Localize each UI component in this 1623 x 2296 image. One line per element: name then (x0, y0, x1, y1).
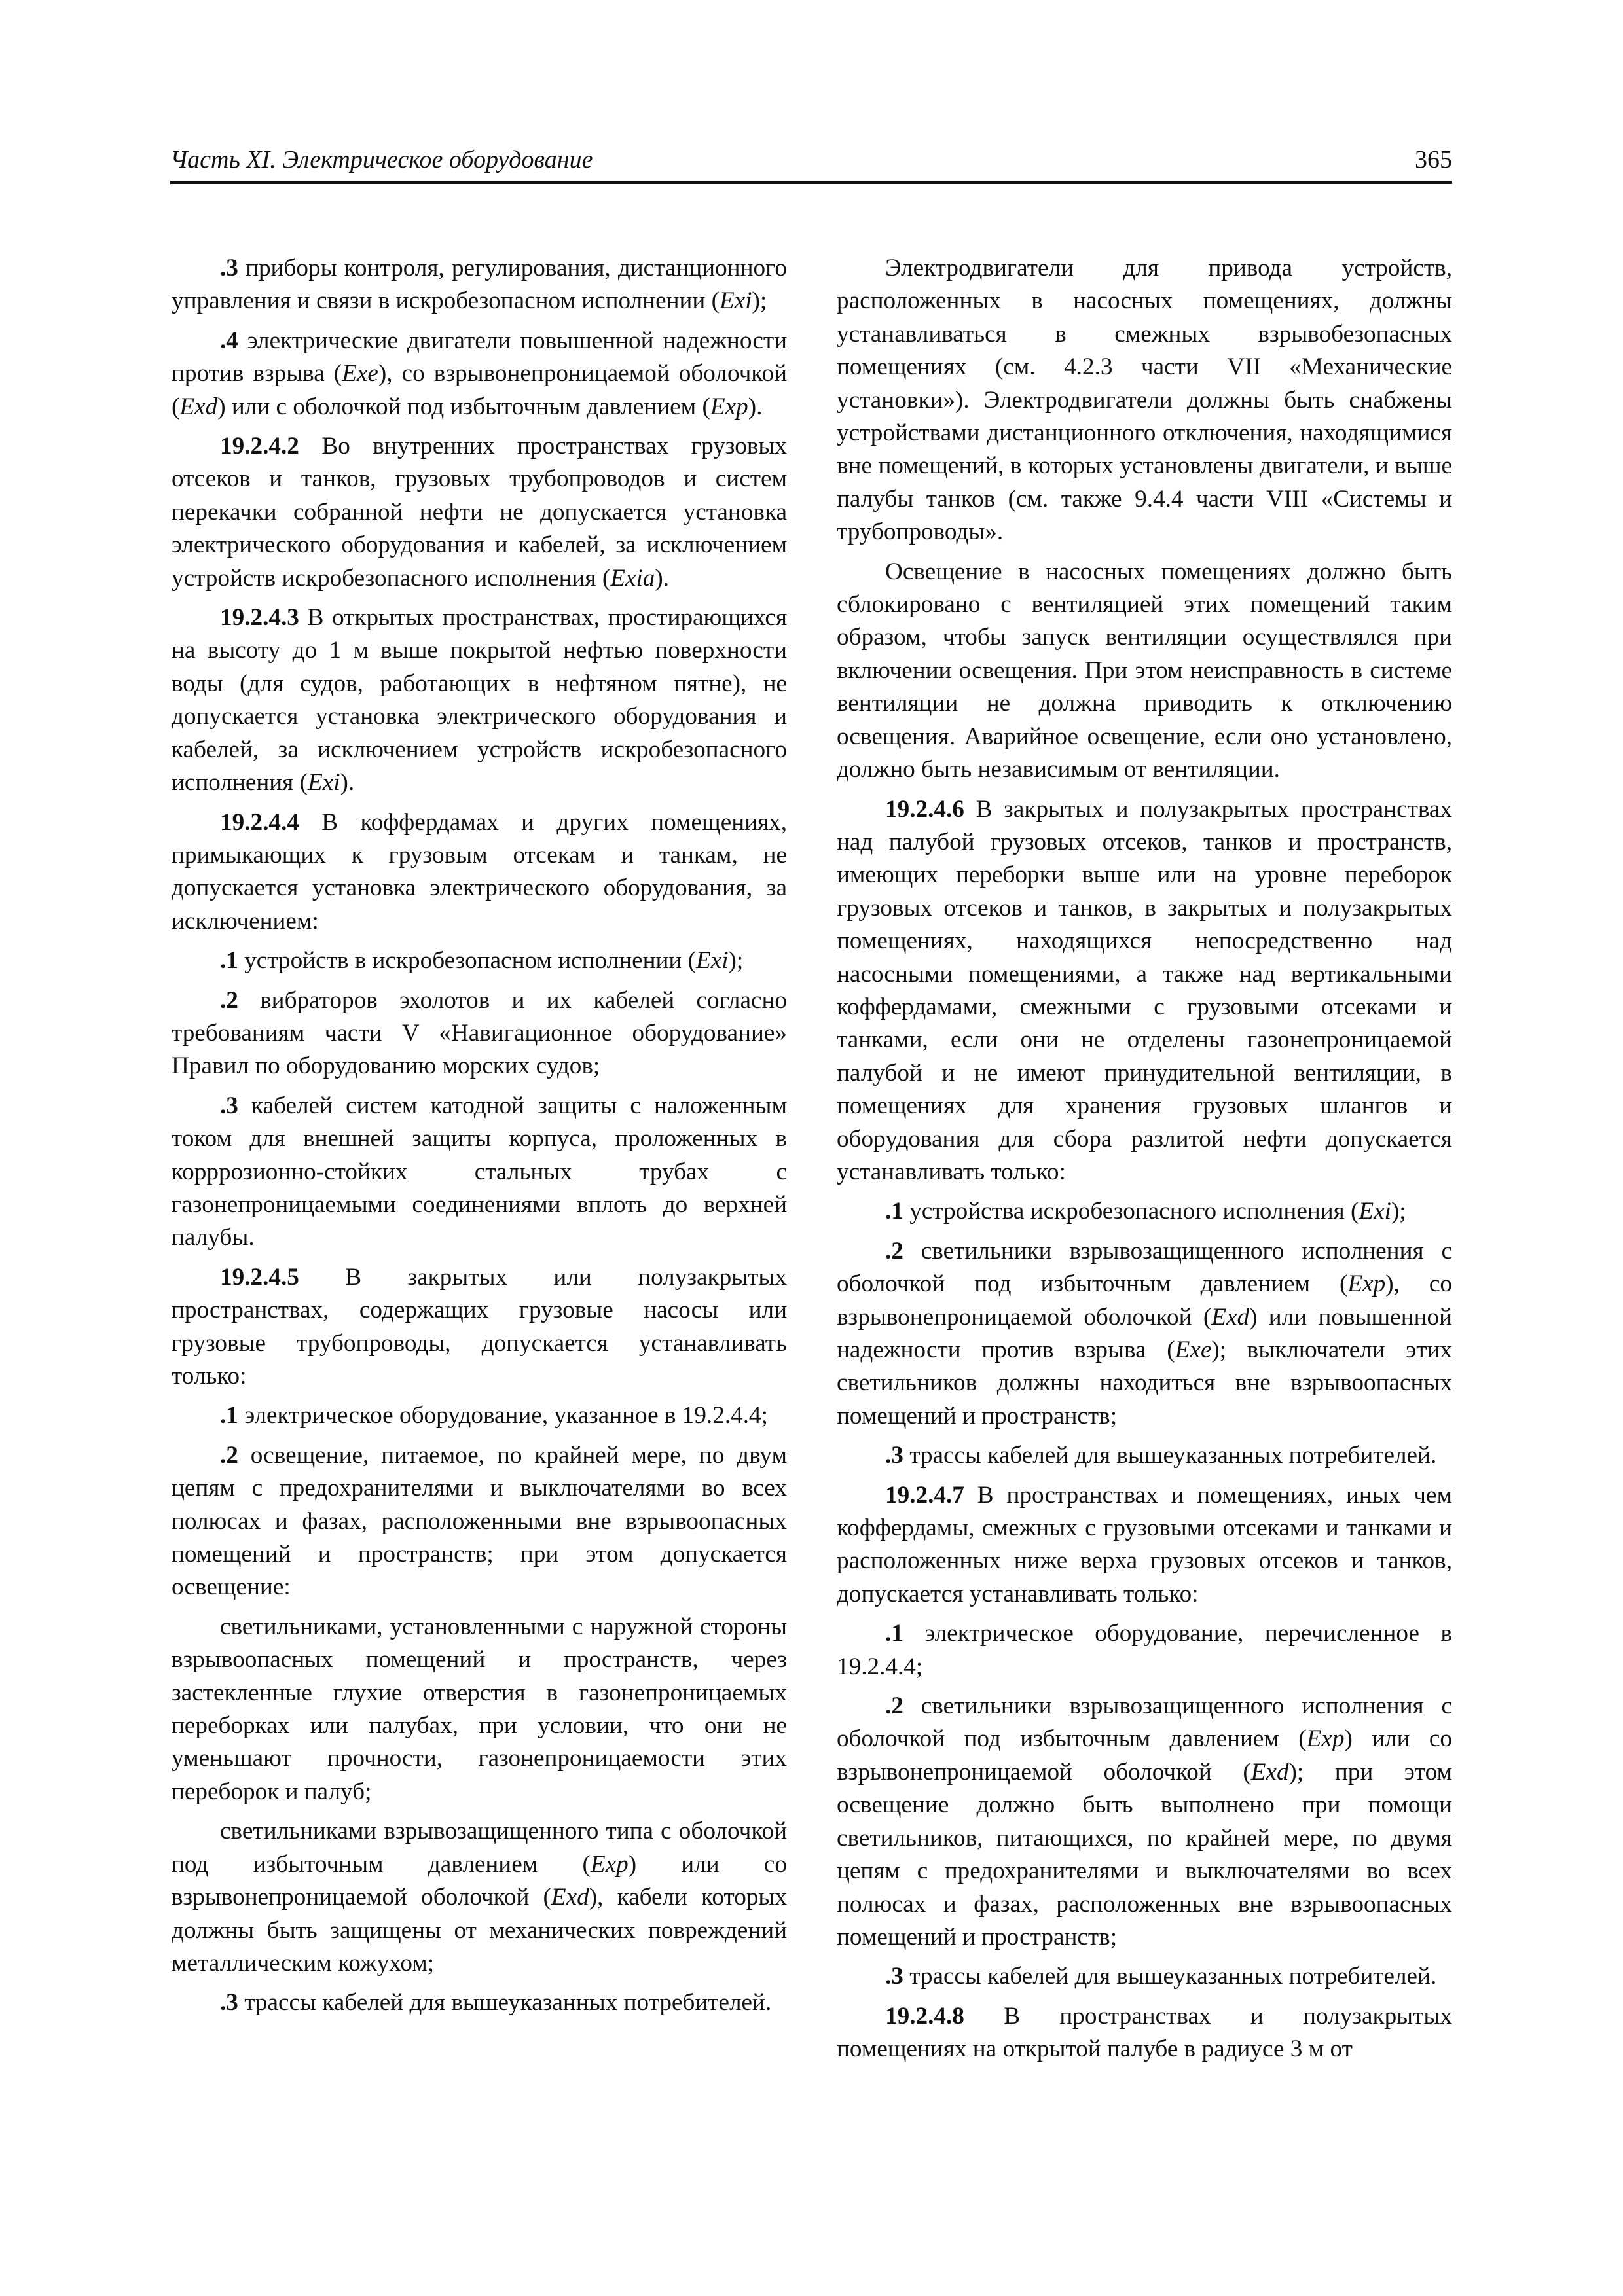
clause-number: .2 (885, 1693, 903, 1720)
clause-number: .4 (220, 327, 238, 354)
paragraph-text: ) или со взрывонепроницаемой оболочкой ( (837, 1725, 1452, 1785)
paragraph-text: светильниками взрывозащищенного типа с оболочкой под избыточным давлением ( (172, 1818, 787, 1878)
clause-number: .2 (220, 986, 238, 1014)
paragraph-text: ); при этом освещение должно быть выполнено при помощи светильников, питающихся, по крайней мере, по двумя цепям с предохранителями и выключателями во всех полюсах и фазах, расположенных вне взрывоопасных помещений и пространств; (837, 1758, 1452, 1950)
paragraph-text: ), кабели которых должны быть защищены от механических повреждений металлическим кожухом; (172, 1884, 787, 1977)
paragraph (172, 806, 787, 939)
paragraph-text: ) или со взрывонепроницаемой оболочкой ( (172, 1850, 788, 1911)
paragraph-text: светильники взрывозащищенного исполнения с оболочкой под избыточным давлением ( (837, 1693, 1452, 1753)
paragraph-text: ); (752, 287, 767, 315)
clause-number: .2 (220, 1441, 238, 1469)
paragraph (172, 601, 787, 799)
protection-code: Exd (1250, 1758, 1289, 1785)
protection-code: Exi (719, 287, 752, 315)
protection-code: Exi (1359, 1198, 1391, 1225)
clause-number: .2 (885, 1237, 903, 1265)
left-column (172, 252, 787, 2020)
paragraph-text: ); выключатели этих светильников должны находиться вне взрывоопасных помещений и пространств; (837, 1336, 1453, 1429)
clause-number: .1 (885, 1620, 903, 1647)
clause-number: .1 (220, 947, 238, 975)
paragraph (172, 1986, 787, 2019)
paragraph (837, 1439, 1452, 1472)
paragraph-text: электрическое оборудование, указанное в 19.2.4.4; (238, 1402, 768, 1429)
paragraph (837, 1479, 1452, 1611)
clause-number: .1 (885, 1198, 903, 1225)
paragraph (837, 1235, 1452, 1433)
clause-number: 19.2.4.4 (220, 808, 299, 836)
paragraph (172, 1815, 787, 1980)
paragraph (837, 1690, 1452, 1954)
clause-number: .3 (220, 1989, 238, 2017)
paragraph-text: освещение, питаемое, по крайней мере, по двум цепям с предохранителями и выключателями во всех полюсах и фазах, расположенными вне взрывоопасных помещений и пространств; при этом допускается освещение: (172, 1441, 787, 1601)
protection-code: Exia (610, 564, 655, 592)
running-header (170, 143, 1452, 184)
protection-code: Exp (1306, 1725, 1345, 1753)
protection-code: Exe (342, 360, 378, 387)
protection-code: Exp (1347, 1270, 1386, 1298)
paragraph-text: В закрытых и полузакрытых пространствах над палубой грузовых отсеков, танков и пространств, имеющих переборки выше или на уровне переборок грузовых отсеков и танков, в закрытых и полузакрытых помещениях, находящихся непосредственно над насосными помещениями, а также над вертикальными коффердамами, смежными с грузовыми отсеками и танками, если они не отделены газонепроницаемой палубой и не имеют принудительной вентиляции, в помещениях для хранения грузовых шлангов и оборудования для сбора разлитой нефти допускается устанавливать только: (837, 795, 1452, 1185)
clause-number: 19.2.4.7 (885, 1481, 964, 1509)
paragraph (837, 556, 1452, 787)
protection-code: Exd (179, 393, 218, 420)
clause-number: 19.2.4.3 (220, 604, 299, 632)
paragraph-text: вибраторов эхолотов и их кабелей согласно требованиям части V «Навигационное оборудование» Правил по оборудованию морских судов; (172, 986, 787, 1080)
protection-code: Exd (551, 1884, 589, 1911)
protection-code: Exe (1175, 1336, 1212, 1363)
clause-number: .3 (885, 1442, 903, 1469)
paragraph-text: В закрытых или полузакрытых пространствах, содержащих грузовые насосы или грузовые трубопроводы, допускается устанавливать только: (172, 1263, 787, 1390)
paragraph (172, 944, 787, 977)
paragraph (837, 1195, 1452, 1228)
paragraph (837, 1617, 1452, 1683)
protection-code: Exi (307, 769, 340, 797)
paragraph-text: электрическое оборудование, перечисленное в 19.2.4.4; (837, 1620, 1452, 1680)
paragraph-text: ) или повышенной надежности против взрыва ( (837, 1303, 1452, 1363)
paragraph-text: устройства искробезопасного исполнения ( (903, 1198, 1359, 1225)
clause-number: 19.2.4.5 (220, 1263, 299, 1291)
clause-number: .1 (220, 1402, 238, 1429)
protection-code: Exi (695, 947, 729, 975)
paragraph-text: ); (1391, 1198, 1406, 1225)
paragraph (172, 1261, 787, 1393)
chapter-title: Часть XI. Электрическое оборудование (170, 146, 593, 173)
paragraph (837, 252, 1452, 549)
clause-number: 19.2.4.8 (885, 2002, 964, 2030)
paragraph-text: ), со взрывонепроницаемой оболочкой ( (837, 1270, 1452, 1331)
paragraph-text: В коффердамах и других помещениях, примыкающих к грузовым отсекам и танкам, не допускается установка электрического оборудования, за исключением: (172, 808, 787, 935)
protection-code: Exp (710, 393, 748, 420)
paragraph-text: приборы контроля, регулирования, дистанционного управления и связи в искробезопасном исполнении ( (172, 255, 787, 315)
paragraph (172, 1439, 787, 1604)
paragraph-text: В пространствах и полузакрытых помещениях на открытой палубе в радиусе 3 м от (837, 2002, 1452, 2063)
paragraph-text: электрические двигатели повышенной надежности против взрыва ( (172, 327, 787, 387)
paragraph-text: трассы кабелей для вышеуказанных потребителей. (238, 1989, 772, 2017)
paragraph-text: В открытых пространствах, простирающихся на высоту до 1 м выше покрытой нефтью поверхности воды (для судов, работающих в нефтяном пятне), не допускается установка электрического оборудования и кабелей, за исключением устройств искробезопасного исполнения ( (172, 604, 787, 797)
paragraph (172, 984, 787, 1083)
paragraph-text: ), со взрывонепроницаемой оболочкой ( (172, 360, 787, 420)
paragraph-text: ); (728, 947, 744, 975)
paragraph-text: трассы кабелей для вышеуказанных потребителей. (903, 1442, 1437, 1469)
clause-number: .3 (220, 255, 238, 281)
paragraph (837, 793, 1452, 1189)
paragraph (837, 1960, 1452, 1993)
clause-number: 19.2.4.2 (220, 433, 299, 460)
paragraph (172, 325, 787, 423)
paragraph (172, 1090, 787, 1255)
paragraph-text: Во внутренних пространствах грузовых отсеков и танков, грузовых трубопроводов и систем перекачки собранной нефти не допускается установка электрического оборудования и кабелей, за исключением устройств искробезопасного исполнения ( (172, 433, 787, 592)
clause-number: .3 (885, 1963, 903, 1990)
paragraph-text: Электродвигатели для привода устройств, расположенных в насосных помещениях, должны устанавливаться в смежных взрывобезопасных помещениях (см. 4.2.3 части VII «Механические установки»). Электродвигатели должны быть снабжены устройствами дистанционного отключения, находящимися вне помещений, в которых установлены двигатели, и выше палубы танков (см. также 9.4.4 части VIII «Системы и трубопроводы». (837, 255, 1452, 546)
page-number: 365 (1415, 146, 1452, 173)
paragraph-text: В пространствах и помещениях, иных чем коффердамы, смежных с грузовыми отсеками и танками и расположенных ниже верха грузовых отсеков и танков, допускается устанавливать только: (837, 1481, 1452, 1607)
paragraph-text: ). (340, 769, 355, 797)
paragraph (172, 1399, 787, 1432)
clause-number: 19.2.4.6 (885, 795, 964, 823)
paragraph (837, 2000, 1452, 2066)
paragraph-text: кабелей систем катодной защиты с наложенным током для внешней защиты корпуса, проложенных в корррозионно-стойких стальных трубах с газонепроницаемыми соединениями вплоть до верхней палубы. (172, 1092, 787, 1251)
paragraph-text: устройств в искробезопасном исполнении ( (238, 947, 696, 975)
paragraph (172, 1611, 787, 1808)
right-column (837, 252, 1452, 2066)
paragraph-text: ). (655, 564, 670, 592)
paragraph-text: светильники взрывозащищенного исполнения с оболочкой под избыточным давлением ( (837, 1237, 1452, 1298)
protection-code: Exp (590, 1850, 629, 1878)
protection-code: Exd (1211, 1303, 1250, 1331)
clause-number: .3 (220, 1092, 238, 1119)
paragraph-text: ) или с оболочкой под избыточным давлением ( (217, 393, 710, 420)
paragraph-text: трассы кабелей для вышеуказанных потребителей. (903, 1963, 1437, 1990)
paragraph (172, 430, 787, 595)
paragraph-text: светильниками, установленными с наружной стороны взрывоопасных помещений и пространств, через застекленные глухие отверстия в газонепроницаемых переборках или палубах, при условии, что они не уменьшают прочности, газонепроницаемости этих переборок и палуб; (172, 1613, 787, 1805)
paragraph-text: Освещение в насосных помещениях должно быть сблокировано с вентиляцией этих помещений таким образом, чтобы запуск вентиляции осуществлялся при включении освещения. При этом неисправность в системе вентиляции не должна приводить к отключению освещения. Аварийное освещение, если оно установлено, должно быть независимым от вентиляции. (837, 558, 1452, 783)
paragraph-text: ). (748, 393, 763, 420)
paragraph (172, 252, 787, 318)
